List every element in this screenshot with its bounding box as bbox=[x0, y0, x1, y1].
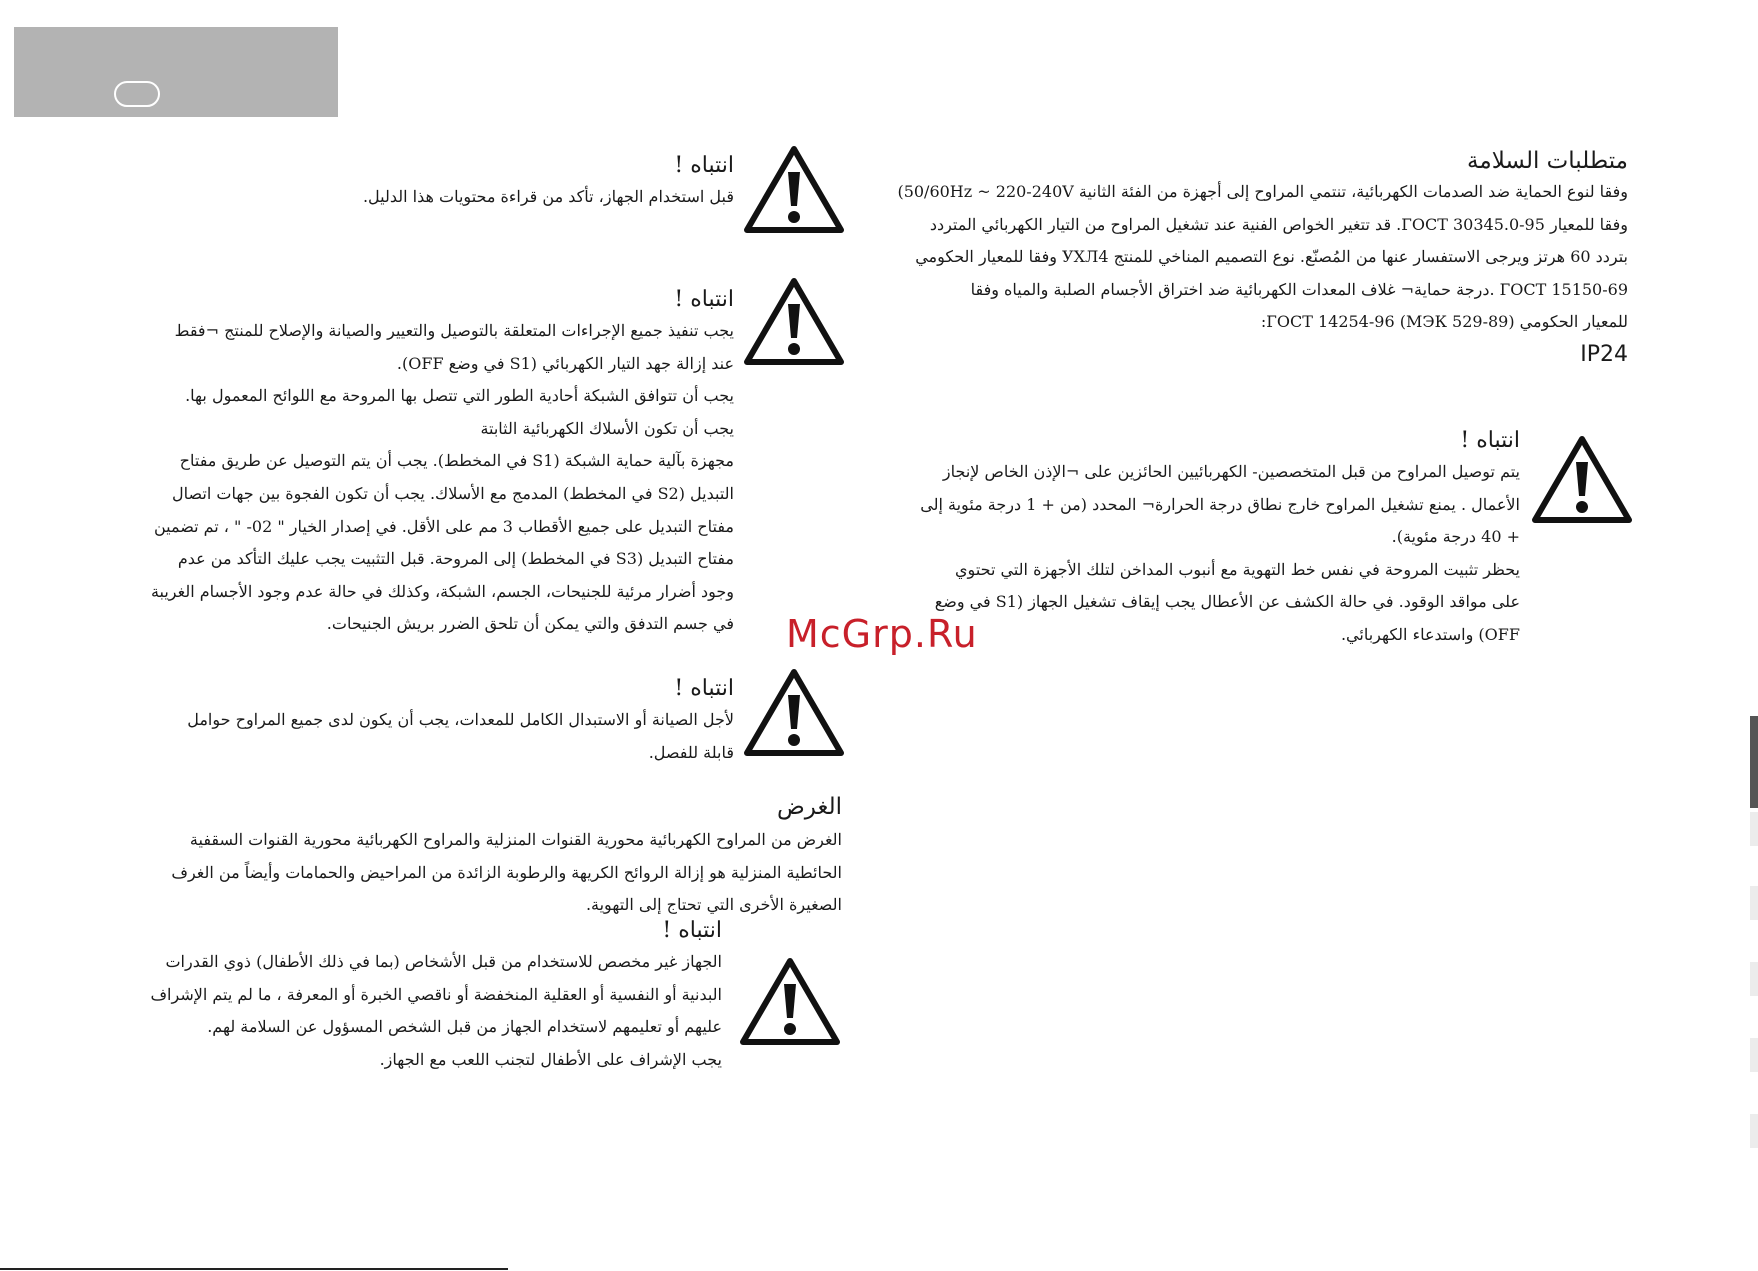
safety-line: ГОСТ 15150-69 .درجة حماية¬ غلاف المعدات الكهربائية ضد اختراق الأجسام الصلبة والمياه وفقا bbox=[970, 279, 1628, 299]
warning-right bbox=[890, 426, 1520, 652]
warning-3 bbox=[120, 674, 734, 769]
warning-1-title: انتباه ! bbox=[674, 153, 734, 178]
safety-line: وفقا لنوع الحماية ضد الصدمات الكهربائية، تنتمي المراوح إلى أجهزة من الفئة الثانية 50/60Hz ~ 220-240V) bbox=[897, 182, 1628, 201]
warning-right-line: + 40 درجة مئوية). bbox=[1391, 527, 1520, 547]
warning-triangle-icon bbox=[738, 956, 842, 1048]
ip-rating: IP24 bbox=[1580, 341, 1628, 367]
edge-tab bbox=[1750, 1038, 1758, 1072]
warning-4-line: يجب الإشراف على الأطفال لتجنب اللعب مع الجهاز. bbox=[379, 1049, 722, 1069]
warning-right-line: يحظر تثبيت المروحة في نفس خط التهوية مع أنبوب المداخن لتلك الأجهزة التي تحتوي bbox=[955, 559, 1520, 579]
warning-2-line: في جسم التدفق والتي يمكن أن تلحق الضرر بريش الجنيحات. bbox=[326, 614, 734, 634]
warning-right-line: OFF) واستدعاء الكهربائي. bbox=[1340, 624, 1520, 644]
warning-2-line: يجب أن تتوافق الشبكة أحادية الطور التي تتصل بها المروحة مع اللوائح المعمول بها. bbox=[185, 386, 734, 406]
warning-2-line: وجود أضرار مرئية للجنيحات، الجسم، الشبكة، وكذلك في حالة عدم وجود الأجسام الغريبة bbox=[150, 581, 734, 601]
warning-1-line: قبل استخدام الجهاز، تأكد من قراءة محتويات هذا الدليل. bbox=[362, 187, 734, 206]
purpose-line: الصغيرة الأخرى التي تحتاج إلى التهوية. bbox=[585, 895, 842, 915]
page-indicator-pill bbox=[114, 81, 160, 107]
purpose-title: الغرض bbox=[777, 794, 842, 820]
edge-tab bbox=[1750, 812, 1758, 846]
warning-triangle-icon bbox=[742, 667, 846, 759]
safety-line: للمعيار الحكومي ГОСТ 14254-96 (МЭК 529-89): bbox=[1260, 312, 1628, 332]
warning-right-line: على مواقد الوقود. في حالة الكشف عن الأعطال يجب إيقاف تشغيل الجهاز (S1 في وضع bbox=[934, 592, 1520, 612]
warning-triangle-icon bbox=[742, 276, 846, 368]
warning-2-line: عند إزالة جهد التيار الكهربائي (S1 في وضع OFF). bbox=[396, 353, 734, 373]
warning-4-title: انتباه ! bbox=[662, 918, 722, 943]
safety-title: متطلبات السلامة bbox=[1467, 148, 1628, 174]
warning-2-line: يجب تنفيذ جميع الإجراءات المتعلقة بالتوصيل والتعيير والصيانة والإصلاح للمنتج ¬فقط bbox=[174, 321, 734, 340]
warning-4-line: البدنية أو النفسية أو العقلية المنخفضة أو ناقصي الخبرة أو المعرفة ، ما لم يتم الإشراف bbox=[150, 984, 722, 1004]
purpose-section bbox=[110, 792, 842, 922]
warning-right-line: يتم توصيل المراوح من قبل المتخصصين- الكهربائيين الحائزين على ¬الإذن الخاص لإنجاز bbox=[942, 462, 1520, 481]
warning-2-line: مفتاح التبديل على جميع الأقطاب 3 مم على الأقل. في إصدار الخيار " 02- " ، تم تضمين bbox=[153, 516, 734, 536]
safety-line: وفقا للمعيار ГОСТ 30345.0-95. قد تتغير الخواص الفنية عند تشغيل المراوح من التيار الكهربائي المتردد bbox=[929, 214, 1628, 234]
warning-triangle-icon bbox=[1530, 434, 1634, 526]
edge-tab bbox=[1750, 1114, 1758, 1148]
purpose-line: الحائطية المنزلية هو إزالة الروائح الكريهة والرطوبة الزائدة من المراحيض والحمامات وأيضاً من الغرف bbox=[171, 862, 842, 882]
warning-1 bbox=[130, 151, 734, 214]
bottom-divider bbox=[0, 1268, 508, 1270]
safety-line: بتردد 60 هرتز ويرجى الاستفسار عنها من المُصنّع. نوع التصميم المناخي للمنتج УХЛ4 وفقا للمعيار الحكومي bbox=[915, 247, 1628, 267]
watermark: McGrp.Ru bbox=[786, 612, 978, 656]
warning-3-line: لأجل الصيانة أو الاستبدال الكامل للمعدات، يجب أن يكون لدى جميع المراوح حوامل bbox=[187, 710, 734, 729]
warning-4-line: الجهاز غير مخصص للاستخدام من قبل الأشخاص (بما في ذلك الأطفال) ذوي القدرات bbox=[165, 952, 722, 971]
purpose-line: الغرض من المراوح الكهربائية محورية القنوات المنزلية والمراوح الكهربائية محورية القنوات السقفية bbox=[189, 830, 842, 849]
warning-2-line: مجهزة بآلية حماية الشبكة (S1 في المخطط). يجب أن يتم التوصيل عن طريق مفتاح bbox=[179, 451, 734, 471]
warning-2-line: يجب أن تكون الأسلاك الكهربائية الثابتة bbox=[480, 418, 734, 438]
safety-section bbox=[852, 146, 1628, 372]
edge-tab bbox=[1750, 716, 1758, 808]
warning-right-title: انتباه ! bbox=[1460, 428, 1520, 453]
warning-right-line: الأعمال . يمنع تشغيل المراوح خارج نطاق درجة الحرارة¬ المحدد (من + 1 درجة مئوية إلى bbox=[920, 494, 1520, 514]
warning-3-title: انتباه ! bbox=[674, 676, 734, 701]
warning-4-line: عليهم أو تعليمهم لاستخدام الجهاز من قبل الشخص المسؤول عن السلامة لهم. bbox=[207, 1017, 722, 1037]
warning-2 bbox=[90, 285, 734, 641]
edge-tab bbox=[1750, 886, 1758, 920]
warning-triangle-icon bbox=[742, 144, 846, 236]
warning-3-line: قابلة للفصل. bbox=[648, 742, 734, 762]
edge-tab bbox=[1750, 962, 1758, 996]
warning-2-title: انتباه ! bbox=[674, 287, 734, 312]
warning-2-line: مفتاح التبديل (S3 في المخطط) إلى المروحة. قبل التثبيت يجب عليك التأكد من عدم bbox=[177, 549, 734, 569]
warning-4 bbox=[120, 916, 722, 1076]
warning-2-line: التبديل (S2 في المخطط) المدمج مع الأسلاك. يجب أن تكون الفجوة بين جهات اتصال bbox=[172, 483, 734, 503]
header-box bbox=[14, 27, 338, 117]
